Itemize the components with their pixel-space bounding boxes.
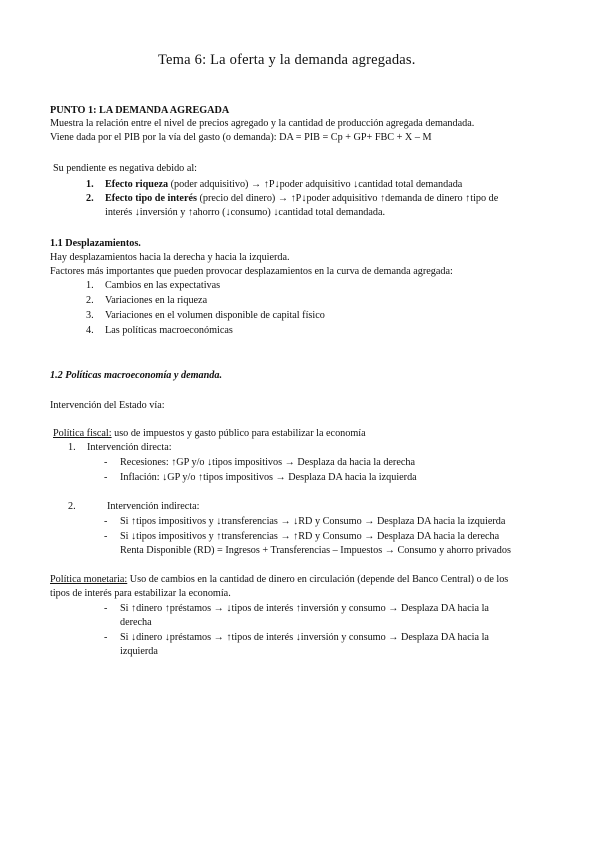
politica-monetaria-line — [50, 573, 508, 586]
politica-fiscal-label: Política fiscal: — [53, 428, 112, 439]
bullet-item — [104, 515, 505, 528]
list-number: 4. — [86, 325, 94, 336]
bullet-continuation: izquierda — [120, 646, 158, 657]
bullet-text: Si ↓dinero ↓préstamos → ↑tipos de interés ↓inversión y consumo → Desplaza DA hacia la — [120, 632, 489, 643]
dash-bullet-icon: - — [104, 472, 108, 483]
bullet-text: Si ↓tipos impositivos y ↑transferencias → ↑RD y Consumo → Desplaza DA hacia la derecha — [120, 531, 500, 542]
intervencion-intro: Intervención del Estado vía: — [50, 400, 165, 411]
list-item — [86, 309, 325, 322]
list-item-text: Las políticas macroeconómicas — [105, 325, 233, 336]
list-item-text: Variaciones en el volumen disponible de capital físico — [105, 310, 325, 321]
list-item-text: Variaciones en la riqueza — [105, 295, 208, 306]
list-item — [86, 178, 462, 191]
bullet-item — [104, 471, 417, 484]
paragraph-line: Hay desplazamientos hacia la derecha y hacia la izquierda. — [50, 252, 290, 263]
section-heading-desplazamientos: 1.1 Desplazamientos. — [50, 238, 141, 249]
list-item-text: Cambios en las expectativas — [105, 280, 221, 291]
list-number: 2. — [86, 295, 94, 306]
list-item — [86, 324, 233, 337]
bullet-item — [104, 530, 499, 543]
list-number: 2. — [68, 501, 76, 512]
bullet-item — [104, 602, 489, 615]
politica-fiscal-line — [53, 427, 366, 440]
list-number: 3. — [86, 310, 94, 321]
paragraph-line: Viene dada por el PIB por la vía del gasto (o demanda): DA = PIB = Cp + GP+ FBC + X – M — [50, 132, 432, 143]
dash-bullet-icon: - — [104, 632, 108, 643]
bullet-text: Inflación: ↓GP y/o ↑tipos impositivos → Desplaza DA hacia la izquierda — [120, 472, 417, 483]
list-item-text: (poder adquisitivo) → ↑P↓poder adquisitivo ↓cantidad total demandada — [168, 179, 463, 190]
paragraph-line: Muestra la relación entre el nivel de precios agregado y la cantidad de producción agregada demandada. — [50, 118, 475, 129]
bullet-continuation: derecha — [120, 617, 152, 628]
bullet-text: Si ↑dinero ↑préstamos → ↓tipos de interés ↑inversión y consumo → Desplaza DA hacia la — [120, 603, 489, 614]
intervencion-indirecta-title — [68, 500, 200, 513]
list-item — [86, 192, 498, 205]
page-title: Tema 6: La oferta y la demanda agregadas. — [158, 52, 416, 68]
list-item — [86, 294, 207, 307]
list-number: 1. — [68, 442, 76, 453]
dash-bullet-icon: - — [104, 603, 108, 614]
list-item-text: (precio del dinero) → ↑P↓poder adquisitivo ↑demanda de dinero ↑tipo de — [196, 193, 499, 204]
list-item-text: Intervención indirecta: — [107, 501, 200, 512]
pendiente-intro: Su pendiente es negativa debido al: — [53, 163, 197, 174]
intervencion-directa-title — [68, 441, 172, 454]
list-number: 1. — [86, 280, 94, 291]
efecto-riqueza-label: Efecto riqueza — [105, 179, 169, 190]
dash-bullet-icon: - — [104, 457, 108, 468]
list-item-text: Intervención directa: — [87, 442, 172, 453]
politica-monetaria-text: Uso de cambios en la cantidad de dinero en circulación (depende del Banco Central) o de los — [127, 574, 509, 585]
efecto-tipo-interes-label: Efecto tipo de interés — [105, 193, 197, 204]
paragraph-line: Factores más importantes que pueden provocar desplazamientos en la curva de demanda agregada: — [50, 266, 453, 277]
list-item-continuation: interés ↓inversión y ↑ahorro (↓consumo) ↓cantidad total demandada. — [105, 207, 386, 218]
bullet-text: Recesiones: ↑GP y/o ↓tipos impositivos → Desplaza da hacia la derecha — [120, 457, 415, 468]
politica-monetaria-continuation: tipos de interés para estabilizar la economía. — [50, 588, 231, 599]
dash-bullet-icon: - — [104, 516, 108, 527]
politica-fiscal-text: uso de impuestos y gasto público para estabilizar la economía — [111, 428, 366, 439]
list-number: 1. — [86, 179, 94, 190]
renta-disponible-note: Renta Disponible (RD) = Ingresos + Transferencias – Impuestos → Consumo y ahorro privados — [120, 545, 511, 556]
bullet-item — [104, 456, 415, 469]
dash-bullet-icon: - — [104, 531, 108, 542]
list-item — [86, 279, 220, 292]
section-heading-punto1: PUNTO 1: LA DEMANDA AGREGADA — [50, 105, 230, 116]
bullet-text: Si ↑tipos impositivos y ↓transferencias → ↓RD y Consumo → Desplaza DA hacia la izquierda — [120, 516, 506, 527]
list-number: 2. — [86, 193, 94, 204]
section-heading-politicas: 1.2 Políticas macroeconomía y demanda. — [50, 370, 223, 381]
politica-monetaria-label: Política monetaria: — [50, 574, 128, 585]
bullet-item — [104, 631, 489, 644]
